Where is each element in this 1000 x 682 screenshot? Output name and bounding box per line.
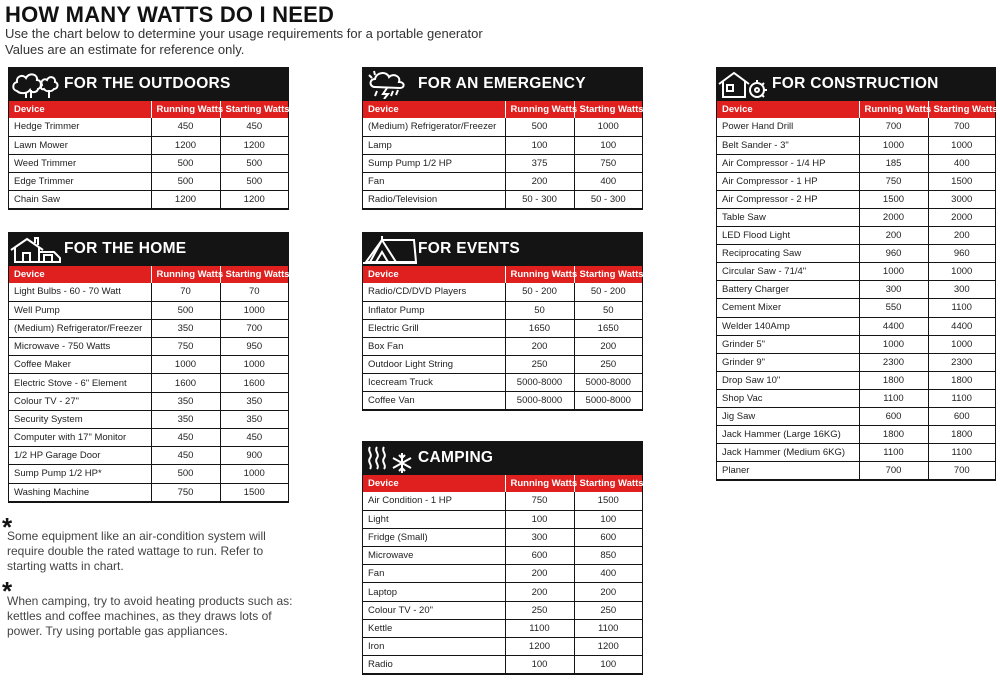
device-cell: Belt Sander - 3" [717, 136, 859, 154]
starting-watts-cell: 600 [574, 528, 642, 546]
starting-watts-cell: 350 [220, 410, 288, 428]
starting-watts-cell: 3000 [928, 190, 995, 208]
starting-watts-cell: 100 [574, 136, 642, 154]
device-cell: Sump Pump 1/2 HP [363, 154, 505, 172]
table-row [717, 208, 995, 226]
running-watts-cell: 1600 [151, 374, 220, 392]
wattage-table [9, 101, 288, 209]
panel-header [362, 441, 643, 475]
running-watts-cell: 750 [505, 492, 574, 510]
starting-watts-cell: 400 [574, 172, 642, 190]
running-watts-cell: 200 [505, 565, 574, 583]
asterisk-icon: * [2, 576, 13, 606]
table-row [9, 392, 288, 410]
table-row [363, 638, 642, 656]
panel-emergency [362, 67, 643, 210]
table-row [363, 656, 642, 674]
running-watts-cell: 200 [505, 337, 574, 355]
starting-watts-cell: 500 [220, 172, 288, 190]
table-row [363, 172, 642, 190]
panel-header [362, 232, 643, 266]
starting-watts-cell: 1000 [928, 335, 995, 353]
device-cell: Air Condition - 1 HP [363, 492, 505, 510]
panel-title: FOR THE OUTDOORS [64, 75, 231, 92]
device-cell: Air Compressor - 2 HP [717, 190, 859, 208]
table-row [363, 619, 642, 637]
device-cell: Box Fan [363, 337, 505, 355]
device-cell: Welder 140Amp [717, 317, 859, 335]
running-watts-cell: 50 - 200 [505, 283, 574, 301]
starting-watts-cell: 400 [574, 565, 642, 583]
device-cell: Cement Mixer [717, 299, 859, 317]
device-cell: Radio/CD/DVD Players [363, 283, 505, 301]
device-cell: Laptop [363, 583, 505, 601]
table-row [363, 528, 642, 546]
panel-title: FOR AN EMERGENCY [418, 75, 586, 92]
wattage-table [9, 266, 288, 502]
column-header-starting-watts: Starting Watts [574, 101, 642, 118]
tent-icon [362, 232, 418, 266]
starting-watts-cell: 1500 [574, 492, 642, 510]
device-cell: Grinder 9" [717, 353, 859, 371]
starting-watts-cell: 250 [574, 601, 642, 619]
page-title: HOW MANY WATTS DO I NEED [5, 2, 335, 27]
table-row [9, 319, 288, 337]
starting-watts-cell: 1200 [574, 638, 642, 656]
device-cell: Colour TV - 27" [9, 392, 151, 410]
running-watts-cell: 300 [859, 281, 928, 299]
panel-header [716, 67, 996, 101]
starting-watts-cell: 1800 [928, 371, 995, 389]
running-watts-cell: 2000 [859, 208, 928, 226]
table-row [363, 601, 642, 619]
table-row [717, 245, 995, 263]
table-row [717, 118, 995, 136]
column-header-device: Device [9, 266, 151, 283]
device-cell: Fridge (Small) [363, 528, 505, 546]
starting-watts-cell: 700 [220, 319, 288, 337]
running-watts-cell: 70 [151, 283, 220, 301]
table-row [363, 583, 642, 601]
table-row [9, 190, 288, 208]
device-cell: Outdoor Light String [363, 355, 505, 373]
table-row [717, 462, 995, 480]
table-row [717, 227, 995, 245]
device-cell: LED Flood Light [717, 227, 859, 245]
running-watts-cell: 450 [151, 118, 220, 136]
running-watts-cell: 1100 [859, 389, 928, 407]
running-watts-cell: 1000 [859, 335, 928, 353]
starting-watts-cell: 900 [220, 447, 288, 465]
running-watts-cell: 50 [505, 301, 574, 319]
table-row [9, 172, 288, 190]
starting-watts-cell: 500 [220, 154, 288, 172]
starting-watts-cell: 600 [928, 408, 995, 426]
column-header-device: Device [363, 266, 505, 283]
device-cell: Lawn Mower [9, 136, 151, 154]
wattage-table [363, 101, 642, 209]
running-watts-cell: 5000-8000 [505, 373, 574, 391]
table-row [363, 319, 642, 337]
table-row [9, 410, 288, 428]
storm-cloud-icon [362, 67, 418, 101]
starting-watts-cell: 2300 [928, 353, 995, 371]
device-cell: Planer [717, 462, 859, 480]
starting-watts-cell: 450 [220, 429, 288, 447]
table-row [717, 172, 995, 190]
running-watts-cell: 100 [505, 510, 574, 528]
table-row [717, 136, 995, 154]
panel-title: FOR EVENTS [418, 240, 521, 257]
device-cell: Microwave - 750 Watts [9, 338, 151, 356]
starting-watts-cell: 1100 [574, 619, 642, 637]
device-cell: Iron [363, 638, 505, 656]
device-cell: Fan [363, 565, 505, 583]
table-row [363, 118, 642, 136]
starting-watts-cell: 850 [574, 547, 642, 565]
running-watts-cell: 1650 [505, 319, 574, 337]
starting-watts-cell: 700 [928, 118, 995, 136]
running-watts-cell: 1100 [505, 619, 574, 637]
running-watts-cell: 185 [859, 154, 928, 172]
starting-watts-cell: 350 [220, 392, 288, 410]
column-header-starting-watts: Starting Watts [574, 266, 642, 283]
table-row [9, 429, 288, 447]
device-cell: Coffee Maker [9, 356, 151, 374]
column-header-device: Device [363, 101, 505, 118]
device-cell: Light [363, 510, 505, 528]
table-row [9, 356, 288, 374]
table-row [363, 337, 642, 355]
device-cell: (Medium) Refrigerator/Freezer [363, 118, 505, 136]
table-row [363, 301, 642, 319]
device-cell: Jig Saw [717, 408, 859, 426]
running-watts-cell: 700 [859, 118, 928, 136]
table-row [363, 373, 642, 391]
house-saw-icon [716, 67, 772, 101]
column-header-device: Device [363, 475, 505, 492]
device-cell: Colour TV - 20" [363, 601, 505, 619]
wattage-table [363, 475, 642, 674]
table-row [363, 355, 642, 373]
table-row [717, 317, 995, 335]
table-row [9, 447, 288, 465]
table-row [363, 391, 642, 409]
starting-watts-cell: 1500 [928, 172, 995, 190]
panel-outdoors [8, 67, 289, 210]
starting-watts-cell: 300 [928, 281, 995, 299]
starting-watts-cell: 100 [574, 510, 642, 528]
device-cell: Sump Pump 1/2 HP* [9, 465, 151, 483]
running-watts-cell: 350 [151, 392, 220, 410]
table-row [363, 154, 642, 172]
device-cell: Battery Charger [717, 281, 859, 299]
device-cell: Power Hand Drill [717, 118, 859, 136]
table-row [363, 565, 642, 583]
starting-watts-cell: 1100 [928, 389, 995, 407]
running-watts-cell: 1000 [151, 356, 220, 374]
footnote: Some equipment like an air-condition system will require double the rated wattage to run. Refer to starting watts in chart. [7, 529, 266, 573]
device-cell: Lamp [363, 136, 505, 154]
table-row [717, 353, 995, 371]
device-cell: Weed Trimmer [9, 154, 151, 172]
running-watts-cell: 375 [505, 154, 574, 172]
running-watts-cell: 100 [505, 136, 574, 154]
subtitle: Use the chart below to determine your usage requirements for a portable generator [5, 26, 483, 41]
table-row [363, 510, 642, 528]
running-watts-cell: 1800 [859, 371, 928, 389]
starting-watts-cell: 5000-8000 [574, 373, 642, 391]
starting-watts-cell: 70 [220, 283, 288, 301]
running-watts-cell: 2300 [859, 353, 928, 371]
starting-watts-cell: 400 [928, 154, 995, 172]
starting-watts-cell: 450 [220, 118, 288, 136]
table-row [717, 444, 995, 462]
device-cell: Washing Machine [9, 483, 151, 501]
column-header-starting-watts: Starting Watts [928, 101, 995, 118]
device-cell: Inflator Pump [363, 301, 505, 319]
panel-events [362, 232, 643, 411]
running-watts-cell: 450 [151, 447, 220, 465]
running-watts-cell: 350 [151, 319, 220, 337]
device-cell: Reciprocating Saw [717, 245, 859, 263]
device-cell: Edge Trimmer [9, 172, 151, 190]
running-watts-cell: 200 [505, 172, 574, 190]
heat-snowflake-icon [362, 441, 418, 475]
device-cell: Drop Saw 10" [717, 371, 859, 389]
device-cell: Shop Vac [717, 389, 859, 407]
column-header-starting-watts: Starting Watts [220, 266, 288, 283]
table-row [9, 483, 288, 501]
starting-watts-cell: 50 - 300 [574, 190, 642, 208]
running-watts-cell: 500 [151, 154, 220, 172]
device-cell: Jack Hammer (Large 16KG) [717, 426, 859, 444]
wattage-table [363, 266, 642, 410]
running-watts-cell: 500 [151, 465, 220, 483]
panel-header [8, 232, 289, 266]
running-watts-cell: 200 [859, 227, 928, 245]
trees-icon [8, 67, 64, 101]
running-watts-cell: 350 [151, 410, 220, 428]
running-watts-cell: 600 [859, 408, 928, 426]
starting-watts-cell: 1000 [220, 301, 288, 319]
starting-watts-cell: 250 [574, 355, 642, 373]
starting-watts-cell: 1200 [220, 136, 288, 154]
running-watts-cell: 600 [505, 547, 574, 565]
table-row [717, 408, 995, 426]
asterisk-icon: * [2, 512, 13, 542]
table-row [717, 190, 995, 208]
starting-watts-cell: 50 [574, 301, 642, 319]
starting-watts-cell: 1500 [220, 483, 288, 501]
device-cell: Table Saw [717, 208, 859, 226]
running-watts-cell: 1000 [859, 263, 928, 281]
table-row [9, 283, 288, 301]
device-cell: Kettle [363, 619, 505, 637]
table-row [717, 371, 995, 389]
running-watts-cell: 1200 [151, 190, 220, 208]
table-row [9, 136, 288, 154]
column-header-device: Device [9, 101, 151, 118]
device-cell: 1/2 HP Garage Door [9, 447, 151, 465]
table-row [717, 154, 995, 172]
column-header-running-watts: Running Watts [151, 101, 220, 118]
device-cell: Electric Grill [363, 319, 505, 337]
running-watts-cell: 1800 [859, 426, 928, 444]
house-icon [8, 232, 64, 266]
table-row [363, 283, 642, 301]
table-row [363, 190, 642, 208]
running-watts-cell: 750 [859, 172, 928, 190]
device-cell: Air Compressor - 1/4 HP [717, 154, 859, 172]
panel-construction [716, 67, 996, 481]
starting-watts-cell: 2000 [928, 208, 995, 226]
starting-watts-cell: 200 [928, 227, 995, 245]
running-watts-cell: 750 [151, 338, 220, 356]
device-cell: Air Compressor - 1 HP [717, 172, 859, 190]
column-header-running-watts: Running Watts [151, 266, 220, 283]
table-row [717, 281, 995, 299]
starting-watts-cell: 5000-8000 [574, 391, 642, 409]
table-row [717, 263, 995, 281]
device-cell: Radio/Television [363, 190, 505, 208]
running-watts-cell: 200 [505, 583, 574, 601]
device-cell: Security System [9, 410, 151, 428]
table-row [9, 374, 288, 392]
running-watts-cell: 250 [505, 355, 574, 373]
panel-title: FOR THE HOME [64, 240, 187, 257]
panel-camping [362, 441, 643, 675]
device-cell: Radio [363, 656, 505, 674]
running-watts-cell: 700 [859, 462, 928, 480]
starting-watts-cell: 1000 [574, 118, 642, 136]
column-header-starting-watts: Starting Watts [220, 101, 288, 118]
table-row [717, 389, 995, 407]
column-header-running-watts: Running Watts [859, 101, 928, 118]
device-cell: Icecream Truck [363, 373, 505, 391]
column-header-device: Device [717, 101, 859, 118]
starting-watts-cell: 1000 [220, 465, 288, 483]
footnote: When camping, try to avoid heating products such as: kettles and coffee machines, as they draws lots of power. Try using portable gas appliances. [7, 594, 293, 638]
starting-watts-cell: 950 [220, 338, 288, 356]
running-watts-cell: 500 [505, 118, 574, 136]
starting-watts-cell: 1000 [220, 356, 288, 374]
running-watts-cell: 500 [151, 172, 220, 190]
panel-home [8, 232, 289, 503]
starting-watts-cell: 1650 [574, 319, 642, 337]
starting-watts-cell: 1100 [928, 444, 995, 462]
table-row [9, 301, 288, 319]
table-row [9, 118, 288, 136]
running-watts-cell: 1200 [151, 136, 220, 154]
device-cell: (Medium) Refrigerator/Freezer [9, 319, 151, 337]
device-cell: Coffee Van [363, 391, 505, 409]
device-cell: Microwave [363, 547, 505, 565]
starting-watts-cell: 4400 [928, 317, 995, 335]
starting-watts-cell: 1100 [928, 299, 995, 317]
running-watts-cell: 1200 [505, 638, 574, 656]
column-header-running-watts: Running Watts [505, 101, 574, 118]
panel-title: FOR CONSTRUCTION [772, 75, 939, 92]
running-watts-cell: 300 [505, 528, 574, 546]
subtitle-disclaimer: Values are an estimate for reference only. [5, 42, 245, 57]
device-cell: Grinder 5" [717, 335, 859, 353]
running-watts-cell: 1100 [859, 444, 928, 462]
running-watts-cell: 1500 [859, 190, 928, 208]
device-cell: Hedge Trimmer [9, 118, 151, 136]
panel-header [362, 67, 643, 101]
device-cell: Computer with 17" Monitor [9, 429, 151, 447]
panel-header [8, 67, 289, 101]
running-watts-cell: 5000-8000 [505, 391, 574, 409]
table-row [9, 338, 288, 356]
device-cell: Fan [363, 172, 505, 190]
table-row [363, 492, 642, 510]
column-header-running-watts: Running Watts [505, 266, 574, 283]
table-row [9, 465, 288, 483]
device-cell: Circular Saw - 71/4" [717, 263, 859, 281]
device-cell: Well Pump [9, 301, 151, 319]
running-watts-cell: 500 [151, 301, 220, 319]
running-watts-cell: 960 [859, 245, 928, 263]
running-watts-cell: 250 [505, 601, 574, 619]
starting-watts-cell: 1600 [220, 374, 288, 392]
starting-watts-cell: 100 [574, 656, 642, 674]
running-watts-cell: 4400 [859, 317, 928, 335]
starting-watts-cell: 200 [574, 337, 642, 355]
table-row [717, 426, 995, 444]
starting-watts-cell: 750 [574, 154, 642, 172]
column-header-running-watts: Running Watts [505, 475, 574, 492]
panel-title: CAMPING [418, 449, 494, 466]
table-row [363, 547, 642, 565]
starting-watts-cell: 50 - 200 [574, 283, 642, 301]
running-watts-cell: 450 [151, 429, 220, 447]
device-cell: Light Bulbs - 60 - 70 Watt [9, 283, 151, 301]
running-watts-cell: 50 - 300 [505, 190, 574, 208]
device-cell: Electric Stove - 6" Element [9, 374, 151, 392]
table-row [717, 299, 995, 317]
running-watts-cell: 100 [505, 656, 574, 674]
starting-watts-cell: 1800 [928, 426, 995, 444]
device-cell: Chain Saw [9, 190, 151, 208]
table-row [9, 154, 288, 172]
starting-watts-cell: 1000 [928, 136, 995, 154]
starting-watts-cell: 960 [928, 245, 995, 263]
table-row [717, 335, 995, 353]
starting-watts-cell: 700 [928, 462, 995, 480]
starting-watts-cell: 1000 [928, 263, 995, 281]
table-row [363, 136, 642, 154]
starting-watts-cell: 1200 [220, 190, 288, 208]
running-watts-cell: 750 [151, 483, 220, 501]
running-watts-cell: 550 [859, 299, 928, 317]
column-header-starting-watts: Starting Watts [574, 475, 642, 492]
running-watts-cell: 1000 [859, 136, 928, 154]
starting-watts-cell: 200 [574, 583, 642, 601]
wattage-table [717, 101, 998, 480]
device-cell: Jack Hammer (Medium 6KG) [717, 444, 859, 462]
